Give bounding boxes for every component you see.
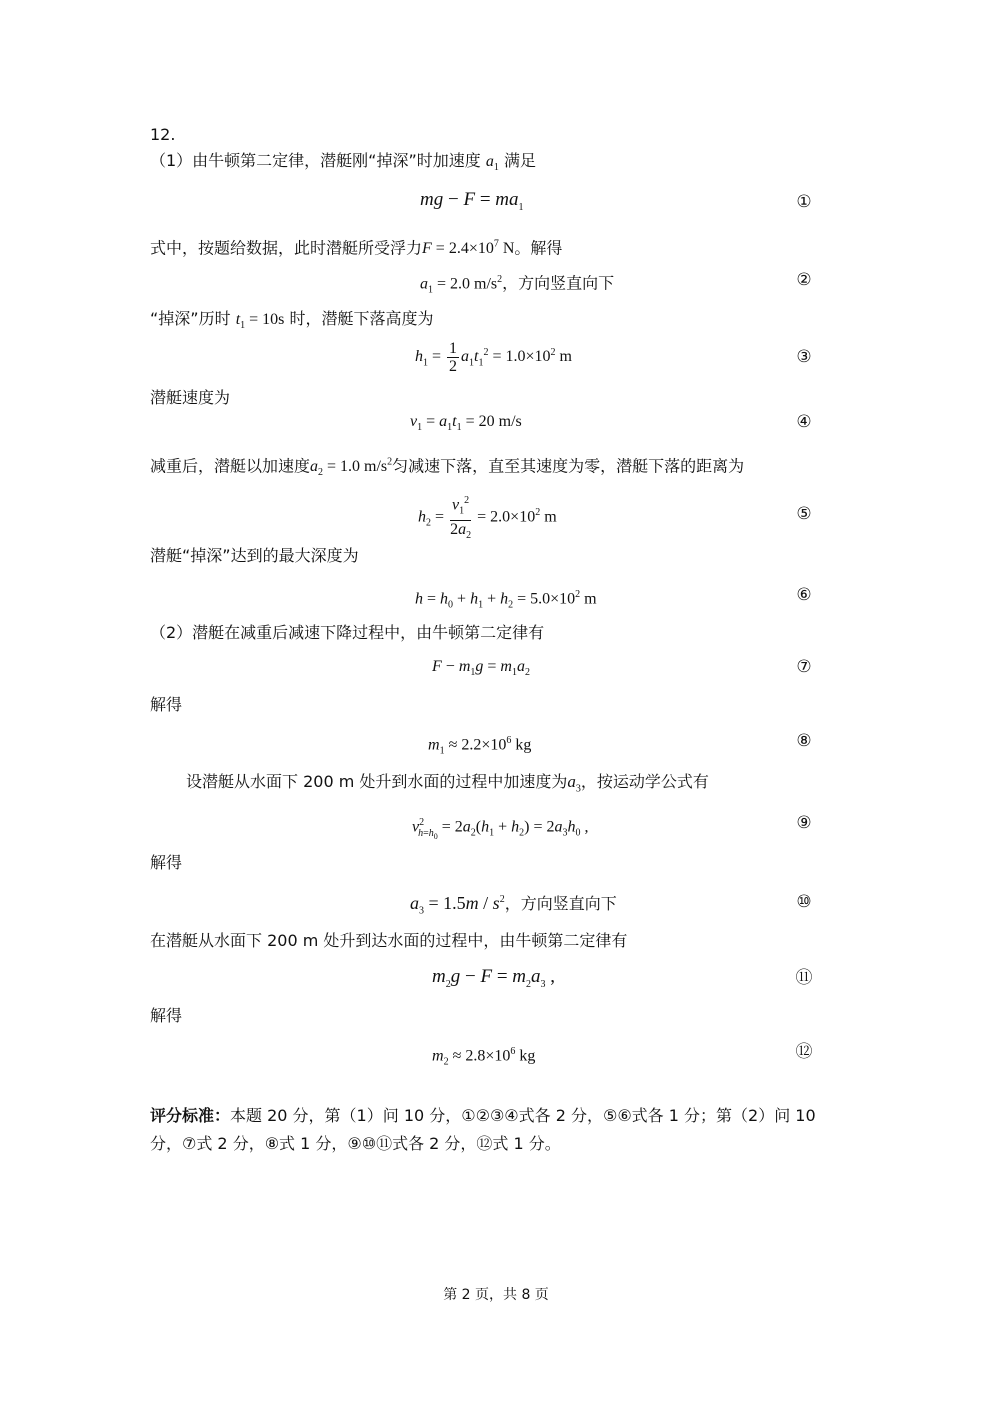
equation-number-3: ③ [796, 347, 812, 367]
equation-number-11: ⑪ [795, 968, 813, 988]
inline-math-a1: $a_1$ [485, 153, 499, 174]
equation-number-1: ① [796, 192, 812, 212]
scoring-standard [150, 1102, 850, 1158]
inline-math-a2: $a_2 = 1.0$ $m/s^2$ [310, 457, 393, 479]
page-footer: 第 2 页，共 8 页 [443, 1287, 549, 1303]
text-line-12: 解得 [150, 1006, 183, 1025]
text-line-2-tail: 。解得 [514, 238, 563, 258]
text-line-4: 潜艇速度为 [150, 388, 231, 407]
scoring-text: 本题 20 分，第（1）问 10 分，①②③④式各 2 分，⑤⑥式各 1 分；第（2）问 10 分，⑦式 2 分，⑧式 1 分，⑨⑩⑪式各 2 分，⑫式 1 分。 [150, 1106, 816, 1153]
equation-11: $m_2g - F = m_2a_3$ , [432, 966, 556, 990]
text-line-3 [150, 308, 434, 338]
text-line-9-b: ，按运动学公式有 [580, 772, 709, 791]
equation-3: $h_1$ = $\frac{1}{2}$ $a_1t_1^2 = 1.0\times 10^2$ m [415, 340, 572, 375]
equation-2-tail: ，方向竖直向下 [502, 273, 615, 293]
text-line-5-b: 匀减速下落，直至其速度为零，潜艇下落的距离为 [392, 456, 745, 476]
inline-math-buoyancy: $F = 2.4\times 10^7$ N [422, 239, 515, 258]
inline-math-t1: $t_1 = 10s$ [235, 311, 285, 332]
equation-number-9: ⑨ [796, 813, 812, 833]
equation-number-5: ⑤ [796, 504, 812, 524]
text-line-7: （2）潜艇在减重后减速下降过程中，由牛顿第二定律有 [150, 623, 545, 642]
equation-number-10: ⑩ [796, 892, 812, 912]
text-line-5-a: 减重后，潜艇以加速度 [150, 456, 311, 476]
equation-number-6: ⑥ [796, 585, 812, 605]
text-line-6: 潜艇“掉深”达到的最大深度为 [150, 546, 359, 565]
equation-4: $v_1 = a_1t_1 = 20$ m/s [410, 413, 522, 434]
text-line-5 [150, 451, 744, 486]
equation-number-4: ④ [796, 412, 812, 432]
inline-math-a3: $a_3$ [567, 772, 581, 795]
equation-number-2: ② [796, 270, 812, 290]
scoring-label: 评分标准： [150, 1106, 231, 1125]
text-line-9 [186, 770, 709, 801]
equation-7: $F - m_1g = m_1a_2$ [432, 658, 530, 679]
equation-12: $m_2 \approx 2.8\times 10^6$ kg [432, 1046, 536, 1068]
equation-number-12: ⑫ [795, 1042, 813, 1062]
equation-2: $a_1 = 2.0$ $m/s^2$，方向竖直向下 [420, 273, 615, 296]
equation-number-8: ⑧ [796, 731, 812, 751]
text-line-2-main: 式中，按题给数据，此时潜艇所受浮力 [150, 238, 423, 258]
text-line-10: 解得 [150, 853, 183, 872]
text-line-3-a: “掉深”历时 [150, 309, 231, 328]
text-line-2 [150, 233, 562, 261]
equation-9: $v^2_{h=h_0} = 2a_2(h_1 + h_2) = 2a_3h_0$ , [412, 817, 589, 841]
equation-1: mg − $F = ma_1$ [420, 189, 524, 213]
equation-10: $a_3 = 1.5m / s^2$，方向竖直向下 [410, 893, 617, 917]
text-line-9-a: 设潜艇从水面下 200 m 处升到水面的过程中加速度为 [186, 772, 568, 791]
text-line-1 [150, 150, 536, 180]
fraction-v-over-2a: $\frac{v_1^2}{2a_2}$ [450, 492, 471, 544]
equation-number-7: ⑦ [796, 657, 812, 677]
text-line-11: 在潜艇从水面下 200 m 处升到达水面的过程中，由牛顿第二定律有 [150, 931, 628, 950]
equation-6: $h = h_0 + h_1 + h_2 = 5.0\times 10^2$ m [415, 589, 597, 611]
fraction-half: $\frac{1}{2}$ [449, 340, 458, 375]
text-line-1-tail: 满足 [503, 151, 536, 170]
text-line-3-b: 时，潜艇下落高度为 [289, 309, 434, 328]
text-line-8: 解得 [150, 695, 183, 714]
equation-5: $h_2$ = $\frac{v_1^2}{2a_2}$ = $2.0\times 10^2$ m [418, 492, 557, 544]
problem-number: 12. [150, 125, 176, 144]
equation-10-tail: ，方向竖直向下 [504, 894, 617, 913]
text-line-1-main: （1）由牛顿第二定律，潜艇刚“掉深”时加速度 [150, 151, 481, 170]
equation-8: $m_1 \approx 2.2\times 10^6$ kg [428, 735, 532, 757]
